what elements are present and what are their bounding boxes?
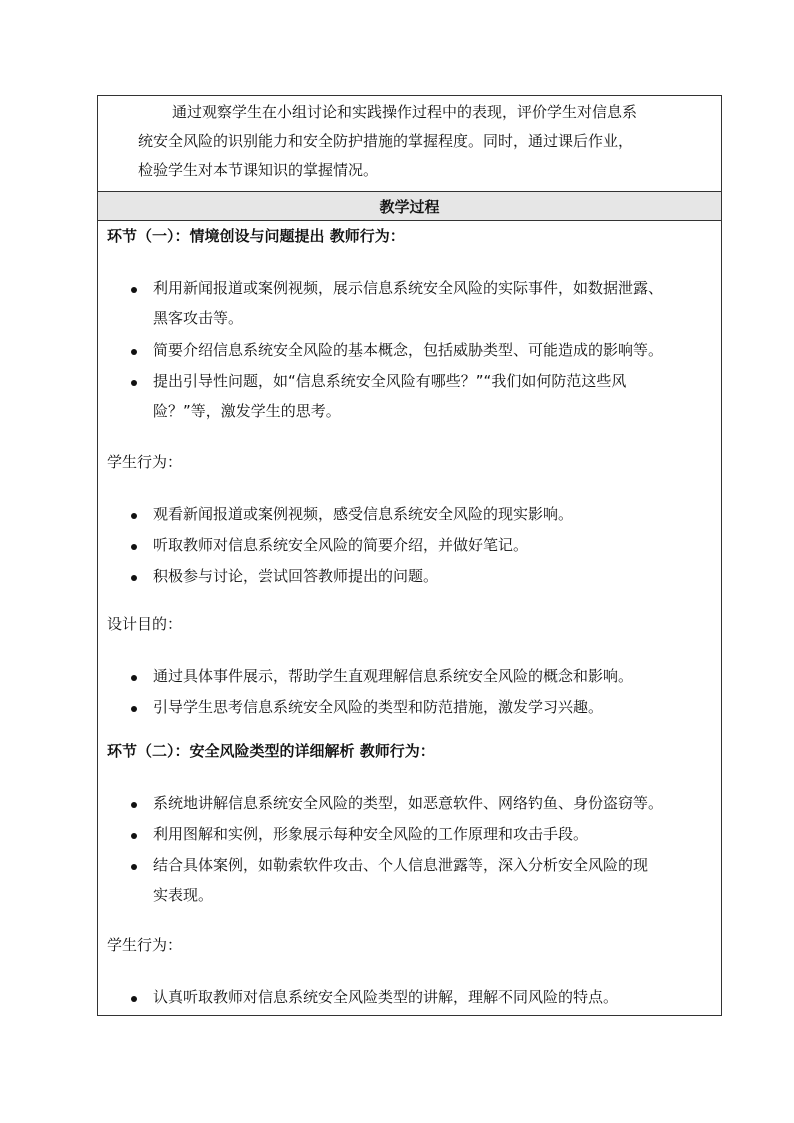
list-item: 积极参与讨论，尝试回答教师提出的问题。 <box>153 567 439 585</box>
intro-line: 通过观察学生在小组讨论和实践操作过程中的表现，评价学生对信息系 <box>172 103 638 121</box>
list-item: 系统地讲解信息系统安全风险的类型，如恶意软件、网络钓鱼、身份盗窃等。 <box>153 794 664 812</box>
list-item-continuation: 黑客攻击等。 <box>153 309 244 327</box>
bullet-icon <box>131 349 137 355</box>
list-item: 结合具体案例，如勒索软件攻击、个人信息泄露等，深入分析安全风险的现 <box>153 856 649 874</box>
stage-2-heading: 环节（二）：安全风险类型的详细解析 教师行为： <box>107 742 435 760</box>
list-item: 观看新闻报道或案例视频，感受信息系统安全风险的现实影响。 <box>153 505 574 523</box>
list-item: 认真听取教师对信息系统安全风险类型的讲解，理解不同风险的特点。 <box>153 988 619 1006</box>
list-item: 引导学生思考信息系统安全风险的类型和防范措施，激发学习兴趣。 <box>153 698 604 716</box>
list-item: 通过具体事件展示，帮助学生直观理解信息系统安全风险的概念和影响。 <box>153 667 634 685</box>
evaluation-cell <box>98 96 721 192</box>
bullet-icon <box>131 802 137 808</box>
bullet-icon <box>131 833 137 839</box>
section-header-title: 教学过程 <box>379 197 440 216</box>
lesson-plan-table <box>97 95 722 1016</box>
bullet-icon <box>131 864 137 870</box>
section-header <box>98 192 721 221</box>
list-item: 提出引导性问题，如“信息系统安全风险有哪些？”“我们如何防范这些风 <box>153 372 627 390</box>
list-item: 利用新闻报道或案例视频，展示信息系统安全风险的实际事件，如数据泄露、 <box>153 279 664 297</box>
list-item: 利用图解和实例，形象展示每种安全风险的工作原理和攻击手段。 <box>153 825 589 843</box>
intro-line: 统安全风险的识别能力和安全防护措施的掌握程度。同时，通过课后作业， <box>138 132 634 150</box>
list-item: 简要介绍信息系统安全风险的基本概念，包括威胁类型、可能造成的影响等。 <box>153 341 664 359</box>
bullet-icon <box>131 544 137 550</box>
list-item-continuation: 险？”等，激发学生的思考。 <box>153 402 341 420</box>
bullet-icon <box>131 996 137 1002</box>
bullet-icon <box>131 706 137 712</box>
bullet-icon <box>131 675 137 681</box>
student-behavior-label: 学生行为： <box>107 936 183 954</box>
student-behavior-label: 学生行为： <box>107 453 183 471</box>
design-purpose-label: 设计目的： <box>107 615 183 633</box>
stage-1-heading: 环节（一）：情境创设与问题提出 教师行为： <box>107 227 405 245</box>
intro-line: 检验学生对本节课知识的掌握情况。 <box>138 161 379 179</box>
list-item-continuation: 实表现。 <box>153 886 214 904</box>
bullet-icon <box>131 513 137 519</box>
bullet-icon <box>131 287 137 293</box>
teaching-process-cell <box>98 221 721 1015</box>
bullet-icon <box>131 575 137 581</box>
bullet-icon <box>131 380 137 386</box>
list-item: 听取教师对信息系统安全风险的简要介绍，并做好笔记。 <box>153 536 529 554</box>
